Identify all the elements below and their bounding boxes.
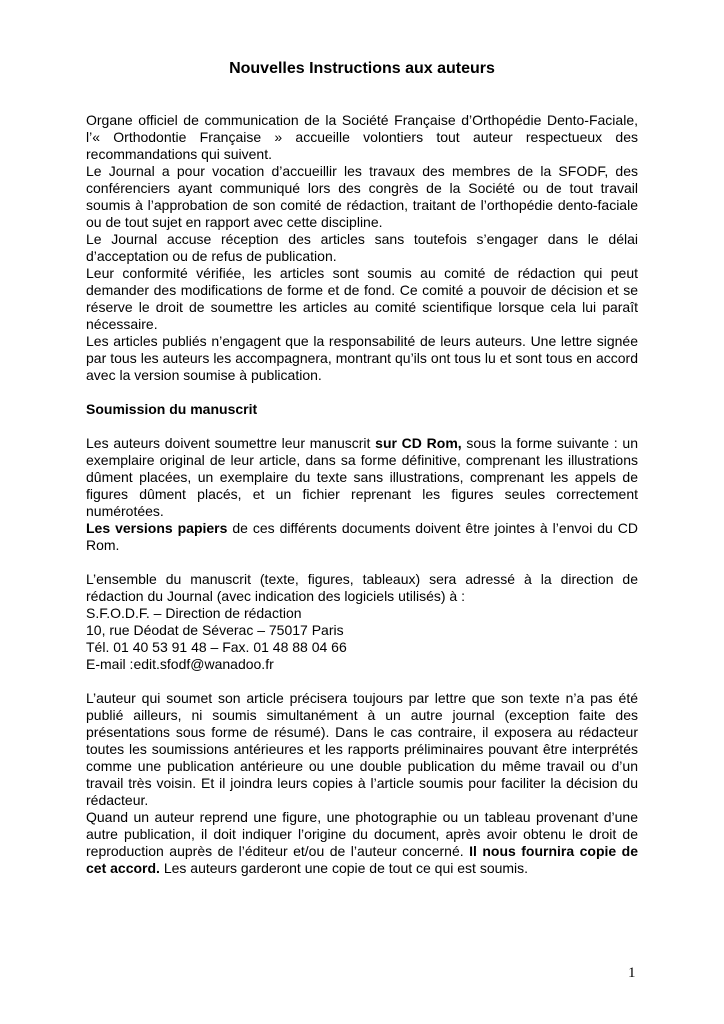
paragraph-closing-2 — [86, 809, 638, 877]
paragraph-intro-4: Leur conformité vérifiée, les articles sont soumis au comité de rédaction qui peut demander des modifications de forme et de fond. Ce comité a pouvoir de décision et se réserve le droit de soumettre les articles au comité scientifique lorsque cela lui paraît nécessaire. — [86, 265, 638, 332]
paragraph-intro-2: Le Journal a pour vocation d’accueillir les travaux des membres de la SFODF, des conférenciers ayant communiqué lors des congrès de la Société ou de tout travail soumis à l’approbation de son comité de rédaction, traitant de l’orthopédie dento-faciale ou de tout sujet en rapport avec cette discipline. — [86, 163, 638, 230]
paragraph-intro-1: Organe officiel de communication de la Société Française d’Orthopédie Dento-Faciale, l’« Orthodontie Française » accueille volontiers tout auteur respectueux des recommandations qui suivent. — [86, 112, 638, 162]
closing-text-a: Quand un auteur reprend une figure, une photographie ou un tableau provenant d’une autre publication, il doit indiquer l’origine du document, après avoir obtenu le droit de reproduction auprès de l’éditeur et/ou de l’auteur concerné. — [86, 809, 638, 859]
address-line-email: E-mail :edit.sfodf@wanadoo.fr — [86, 656, 274, 672]
page-title: Nouvelles Instructions aux auteurs — [229, 60, 495, 77]
paragraph-submission-2 — [86, 520, 638, 554]
section-heading: Soumission du manuscrit — [86, 401, 258, 417]
address-line-org: S.F.O.D.F. – Direction de rédaction — [86, 605, 302, 621]
document-body — [86, 112, 638, 877]
paper-versions-bold: Les versions papiers — [86, 520, 228, 536]
address-line-street: 10, rue Déodat de Séverac – 75017 Paris — [86, 622, 344, 638]
paper-versions-text: de ces différents documents doivent être jointes à l’envoi du CD Rom. — [86, 520, 638, 553]
submission-bold: sur CD Rom, — [375, 435, 462, 451]
paragraph-intro-5: Les articles publiés n’engagent que la responsabilité de leurs auteurs. Une lettre signée par tous les auteurs les accompagnera, montrant qu’ils ont tous lu et sont tous en accord avec la version soumise à publication. — [86, 333, 638, 383]
submission-text-b: sous la forme suivante : un exemplaire original de leur article, dans sa forme définitive, comprenant les illustrations dûment placées, un exemplaire du texte sans illustrations, comprenant les appels de figures dûment placés, et un fichier reprenant les figures seules correctement numérotées. — [86, 435, 638, 519]
paragraph-closing-1: L’auteur qui soumet son article précisera toujours par lettre que son texte n’a pas été publié ailleurs, ni soumis simultanément à un autre journal (exception faite des présentations sous forme de résumé). Dans le cas contraire, il exposera au rédacteur toutes les soumissions antérieures et les rapports préliminaires pouvant être interprétés comme une publication antérieure ou une double publication du même travail ou d’un travail très voisin. Et il joindra leurs copies à l’article soumis pour faciliter la décision du rédacteur. — [86, 690, 638, 808]
submission-text-a: Les auteurs doivent soumettre leur manuscrit — [86, 435, 376, 451]
address-intro: L’ensemble du manuscrit (texte, figures, tableaux) sera adressé à la direction de rédaction du Journal (avec indication des logiciels utilisés) à : — [86, 571, 638, 604]
page-number: 1 — [628, 965, 636, 981]
closing-text-b: Les auteurs garderont une copie de tout ce qui est soumis. — [159, 860, 529, 876]
address-line-phone: Tél. 01 40 53 91 48 – Fax. 01 48 88 04 66 — [86, 639, 347, 655]
paragraph-submission-1 — [86, 435, 638, 520]
closing-bold: Il nous fournira copie de cet accord. — [86, 843, 638, 876]
paragraph-intro-3: Le Journal accuse réception des articles sans toutefois s’engager dans le délai d’acceptation ou de refus de publication. — [86, 231, 638, 264]
